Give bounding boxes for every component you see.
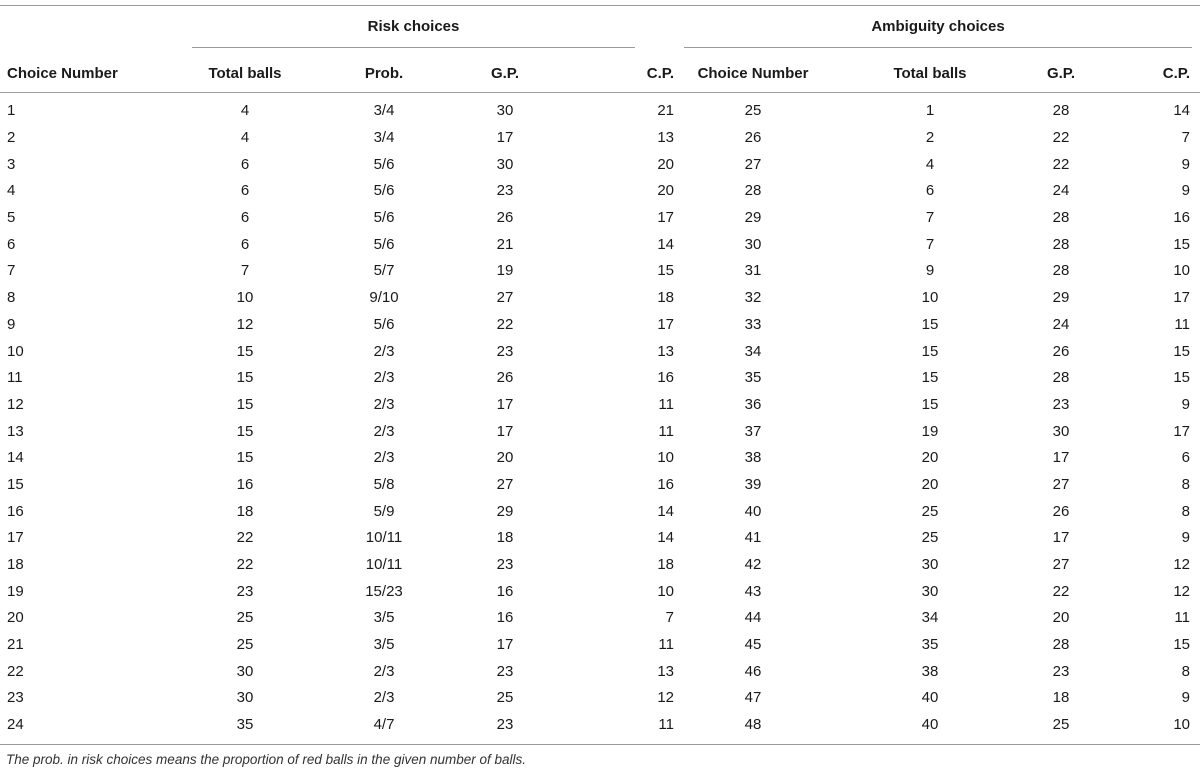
cell-ambiguity-gp: 23 (1052, 395, 1070, 413)
column-header-risk-cp: C.P. (646, 64, 674, 82)
cell-risk-total-balls: 23 (236, 582, 254, 600)
cell-risk-cp: 17 (657, 315, 674, 333)
cell-risk-cp: 13 (657, 129, 674, 147)
table-row (0, 418, 1200, 445)
cell-risk-total-balls: 12 (236, 315, 254, 333)
column-header-risk-prob: Prob. (364, 64, 404, 82)
table-row (0, 92, 1200, 125)
cell-ambiguity-choice-number: 26 (744, 129, 762, 147)
table-row (0, 712, 1200, 739)
cell-risk-choice-number: 15 (7, 475, 24, 493)
cell-ambiguity-cp: 6 (1181, 449, 1190, 467)
cell-ambiguity-cp: 10 (1173, 262, 1190, 280)
cell-risk-cp: 10 (657, 582, 674, 600)
cell-risk-gp: 17 (496, 395, 514, 413)
cell-risk-gp: 20 (496, 449, 514, 467)
bottom-rule (0, 744, 1200, 745)
cell-ambiguity-total-balls: 34 (921, 609, 939, 627)
cell-risk-total-balls: 22 (236, 529, 254, 547)
cell-risk-total-balls: 6 (240, 182, 250, 200)
cell-risk-cp: 21 (657, 102, 674, 120)
cell-risk-cp: 16 (657, 369, 674, 387)
table-row (0, 658, 1200, 685)
cell-risk-prob: 3/4 (373, 102, 395, 120)
cell-ambiguity-total-balls: 30 (921, 556, 939, 574)
cell-risk-choice-number: 18 (7, 556, 24, 574)
top-rule (0, 5, 1200, 6)
cell-risk-total-balls: 18 (236, 502, 254, 520)
cell-ambiguity-total-balls: 40 (921, 716, 939, 734)
cell-risk-cp: 18 (657, 289, 674, 307)
cell-ambiguity-gp: 22 (1052, 582, 1070, 600)
cell-risk-cp: 17 (657, 209, 674, 227)
table-row (0, 525, 1200, 552)
cell-ambiguity-choice-number: 37 (744, 422, 762, 440)
cell-ambiguity-cp: 12 (1173, 556, 1190, 574)
cell-risk-total-balls: 6 (240, 209, 250, 227)
table-footnote: The prob. in risk choices means the proportion of red balls in the given number of balls. (6, 752, 527, 767)
cell-ambiguity-choice-number: 46 (744, 662, 762, 680)
cell-ambiguity-total-balls: 19 (921, 422, 939, 440)
cell-ambiguity-total-balls: 20 (921, 475, 939, 493)
cell-risk-choice-number: 20 (7, 609, 24, 627)
cell-ambiguity-gp: 24 (1052, 182, 1070, 200)
cell-risk-cp: 20 (657, 182, 674, 200)
column-header-ambiguity-total-balls: Total balls (893, 64, 967, 82)
cell-ambiguity-gp: 26 (1052, 502, 1070, 520)
cell-risk-gp: 16 (496, 609, 514, 627)
cell-risk-prob: 5/6 (373, 182, 395, 200)
cell-ambiguity-cp: 7 (1181, 129, 1190, 147)
table-row (0, 258, 1200, 285)
table-row (0, 632, 1200, 659)
cell-risk-cp: 13 (657, 342, 674, 360)
cell-risk-prob: 3/5 (373, 636, 395, 654)
cell-risk-choice-number: 6 (7, 235, 16, 253)
cell-risk-prob: 3/4 (373, 129, 395, 147)
cell-ambiguity-gp: 28 (1052, 262, 1070, 280)
header-rule (0, 92, 1200, 93)
cell-ambiguity-total-balls: 15 (921, 395, 939, 413)
table-row (0, 498, 1200, 525)
cell-risk-total-balls: 30 (236, 662, 254, 680)
cell-ambiguity-choice-number: 45 (744, 636, 762, 654)
cell-ambiguity-choice-number: 30 (744, 235, 762, 253)
cell-ambiguity-gp: 20 (1052, 609, 1070, 627)
cell-ambiguity-cp: 8 (1181, 662, 1190, 680)
cell-risk-gp: 23 (496, 662, 514, 680)
table-row (0, 178, 1200, 205)
cell-risk-prob: 9/10 (369, 289, 399, 307)
cell-ambiguity-total-balls: 9 (925, 262, 935, 280)
cell-risk-choice-number: 13 (7, 422, 24, 440)
cell-risk-choice-number: 24 (7, 716, 24, 734)
cell-ambiguity-cp: 10 (1173, 716, 1190, 734)
cell-risk-gp: 26 (496, 369, 514, 387)
cell-ambiguity-choice-number: 42 (744, 556, 762, 574)
cell-ambiguity-total-balls: 35 (921, 636, 939, 654)
cell-risk-cp: 15 (657, 262, 674, 280)
cell-risk-gp: 21 (496, 235, 514, 253)
cell-ambiguity-gp: 27 (1052, 556, 1070, 574)
cell-risk-gp: 29 (496, 502, 514, 520)
cell-risk-total-balls: 30 (236, 689, 254, 707)
cell-risk-choice-number: 7 (7, 262, 16, 280)
cell-ambiguity-cp: 15 (1173, 342, 1190, 360)
cell-risk-gp: 30 (496, 155, 514, 173)
cell-ambiguity-cp: 9 (1181, 155, 1190, 173)
cell-risk-prob: 10/11 (365, 529, 403, 547)
table-row (0, 445, 1200, 472)
column-header-row (0, 58, 1200, 92)
cell-risk-prob: 2/3 (373, 422, 395, 440)
cell-ambiguity-choice-number: 29 (744, 209, 762, 227)
cell-risk-choice-number: 1 (7, 102, 16, 120)
cell-risk-total-balls: 15 (236, 342, 254, 360)
cell-ambiguity-total-balls: 7 (925, 235, 935, 253)
cell-ambiguity-cp: 16 (1173, 209, 1190, 227)
cell-risk-choice-number: 4 (7, 182, 16, 200)
cell-risk-cp: 20 (657, 155, 674, 173)
cell-risk-cp: 16 (657, 475, 674, 493)
cell-risk-gp: 23 (496, 556, 514, 574)
cell-ambiguity-gp: 26 (1052, 342, 1070, 360)
cell-risk-gp: 22 (496, 315, 514, 333)
cell-risk-total-balls: 7 (240, 262, 250, 280)
cell-risk-prob: 2/3 (373, 689, 395, 707)
cell-risk-prob: 5/6 (373, 209, 395, 227)
cell-risk-cp: 12 (657, 689, 674, 707)
cell-ambiguity-gp: 17 (1052, 449, 1070, 467)
cell-risk-prob: 2/3 (373, 449, 395, 467)
cell-risk-total-balls: 35 (236, 716, 254, 734)
cell-risk-choice-number: 10 (7, 342, 24, 360)
cell-ambiguity-cp: 11 (1174, 315, 1190, 333)
cell-risk-gp: 23 (496, 182, 514, 200)
cell-risk-choice-number: 12 (7, 395, 24, 413)
table-row (0, 552, 1200, 579)
cell-risk-total-balls: 6 (240, 235, 250, 253)
cell-risk-prob: 5/6 (373, 315, 395, 333)
cell-risk-total-balls: 6 (240, 155, 250, 173)
column-header-risk-choice-number: Choice Number (7, 64, 118, 82)
cell-ambiguity-cp: 12 (1173, 582, 1190, 600)
cell-risk-prob: 5/6 (373, 235, 395, 253)
cell-risk-cp: 11 (658, 636, 674, 654)
cell-risk-choice-number: 17 (7, 529, 24, 547)
table-row (0, 312, 1200, 339)
cell-ambiguity-total-balls: 4 (925, 155, 935, 173)
cell-ambiguity-total-balls: 30 (921, 582, 939, 600)
cell-risk-total-balls: 16 (236, 475, 254, 493)
ambiguity-group-header: Ambiguity choices (871, 18, 1005, 35)
cell-ambiguity-cp: 8 (1181, 475, 1190, 493)
cell-risk-total-balls: 4 (240, 102, 250, 120)
cell-risk-total-balls: 4 (240, 129, 250, 147)
cell-risk-choice-number: 23 (7, 689, 24, 707)
table-row (0, 392, 1200, 419)
table-row (0, 231, 1200, 258)
cell-ambiguity-cp: 15 (1173, 235, 1190, 253)
cell-ambiguity-choice-number: 36 (744, 395, 762, 413)
cell-ambiguity-total-balls: 10 (921, 289, 939, 307)
table-row (0, 578, 1200, 605)
cell-ambiguity-choice-number: 32 (744, 289, 762, 307)
cell-risk-choice-number: 8 (7, 289, 16, 307)
cell-ambiguity-gp: 22 (1052, 155, 1070, 173)
cell-risk-cp: 7 (665, 609, 674, 627)
cell-ambiguity-total-balls: 1 (925, 102, 935, 120)
cell-risk-cp: 11 (658, 395, 674, 413)
choices-table (0, 58, 1200, 739)
cell-risk-total-balls: 15 (236, 449, 254, 467)
cell-ambiguity-choice-number: 31 (744, 262, 762, 280)
cell-risk-total-balls: 15 (236, 395, 254, 413)
cell-risk-prob: 5/6 (373, 155, 395, 173)
cell-ambiguity-gp: 23 (1052, 662, 1070, 680)
cell-ambiguity-total-balls: 38 (921, 662, 939, 680)
cell-ambiguity-gp: 18 (1052, 689, 1070, 707)
cell-risk-prob: 3/5 (373, 609, 395, 627)
cell-risk-choice-number: 22 (7, 662, 24, 680)
cell-risk-prob: 5/7 (373, 262, 395, 280)
column-header-ambiguity-gp: G.P. (1046, 64, 1076, 82)
cell-ambiguity-choice-number: 40 (744, 502, 762, 520)
cell-ambiguity-choice-number: 41 (744, 529, 762, 547)
risk-group-rule (192, 47, 635, 48)
cell-ambiguity-total-balls: 40 (921, 689, 939, 707)
cell-ambiguity-gp: 24 (1052, 315, 1070, 333)
cell-risk-choice-number: 19 (7, 582, 24, 600)
cell-ambiguity-total-balls: 25 (921, 529, 939, 547)
cell-risk-gp: 18 (496, 529, 514, 547)
cell-ambiguity-gp: 25 (1052, 716, 1070, 734)
cell-ambiguity-gp: 22 (1052, 129, 1070, 147)
cell-ambiguity-choice-number: 43 (744, 582, 762, 600)
cell-ambiguity-cp: 9 (1181, 182, 1190, 200)
cell-risk-gp: 30 (496, 102, 514, 120)
table-row (0, 285, 1200, 312)
cell-risk-gp: 25 (496, 689, 514, 707)
cell-ambiguity-cp: 9 (1181, 395, 1190, 413)
cell-risk-gp: 27 (496, 289, 514, 307)
cell-ambiguity-cp: 11 (1174, 609, 1190, 627)
table-row (0, 151, 1200, 178)
ambiguity-group-rule (684, 47, 1192, 48)
cell-ambiguity-choice-number: 34 (744, 342, 762, 360)
cell-ambiguity-gp: 28 (1052, 369, 1070, 387)
cell-risk-gp: 17 (496, 129, 514, 147)
column-header-ambiguity-cp: C.P. (1162, 64, 1190, 82)
cell-risk-gp: 17 (496, 636, 514, 654)
cell-risk-gp: 23 (496, 716, 514, 734)
cell-ambiguity-gp: 28 (1052, 102, 1070, 120)
cell-ambiguity-choice-number: 27 (744, 155, 762, 173)
cell-risk-choice-number: 16 (7, 502, 24, 520)
cell-risk-cp: 14 (657, 529, 674, 547)
cell-ambiguity-cp: 9 (1181, 689, 1190, 707)
cell-risk-choice-number: 11 (7, 369, 23, 387)
cell-risk-prob: 4/7 (373, 716, 395, 734)
cell-ambiguity-gp: 28 (1052, 235, 1070, 253)
cell-risk-gp: 17 (496, 422, 514, 440)
cell-ambiguity-gp: 27 (1052, 475, 1070, 493)
cell-ambiguity-choice-number: 28 (744, 182, 762, 200)
cell-risk-gp: 23 (496, 342, 514, 360)
cell-risk-choice-number: 3 (7, 155, 16, 173)
cell-risk-gp: 27 (496, 475, 514, 493)
cell-risk-cp: 13 (657, 662, 674, 680)
cell-risk-total-balls: 25 (236, 609, 254, 627)
cell-risk-prob: 5/8 (373, 475, 395, 493)
cell-ambiguity-total-balls: 2 (925, 129, 935, 147)
cell-ambiguity-choice-number: 47 (744, 689, 762, 707)
cell-risk-total-balls: 15 (236, 369, 254, 387)
cell-ambiguity-total-balls: 15 (921, 315, 939, 333)
cell-ambiguity-gp: 30 (1052, 422, 1070, 440)
cell-ambiguity-choice-number: 25 (744, 102, 762, 120)
cell-ambiguity-cp: 15 (1173, 636, 1190, 654)
risk-group-header: Risk choices (367, 18, 460, 35)
table-row (0, 605, 1200, 632)
cell-risk-total-balls: 15 (236, 422, 254, 440)
cell-ambiguity-cp: 9 (1181, 529, 1190, 547)
cell-risk-cp: 10 (657, 449, 674, 467)
cell-ambiguity-choice-number: 44 (744, 609, 762, 627)
cell-ambiguity-cp: 17 (1173, 289, 1190, 307)
cell-ambiguity-gp: 29 (1052, 289, 1070, 307)
cell-risk-gp: 19 (496, 262, 514, 280)
cell-risk-choice-number: 9 (7, 315, 16, 333)
table-row (0, 472, 1200, 499)
cell-ambiguity-total-balls: 15 (921, 342, 939, 360)
cell-risk-prob: 2/3 (373, 395, 395, 413)
cell-ambiguity-choice-number: 48 (744, 716, 762, 734)
cell-risk-total-balls: 25 (236, 636, 254, 654)
cell-risk-prob: 10/11 (365, 556, 403, 574)
cell-risk-cp: 14 (657, 235, 674, 253)
cell-ambiguity-gp: 28 (1052, 636, 1070, 654)
cell-ambiguity-choice-number: 35 (744, 369, 762, 387)
cell-risk-prob: 2/3 (373, 342, 395, 360)
cell-risk-gp: 16 (496, 582, 514, 600)
cell-risk-prob: 15/23 (365, 582, 403, 600)
cell-ambiguity-gp: 17 (1052, 529, 1070, 547)
cell-ambiguity-cp: 15 (1173, 369, 1190, 387)
cell-ambiguity-gp: 28 (1052, 209, 1070, 227)
cell-risk-choice-number: 5 (7, 209, 16, 227)
cell-risk-choice-number: 21 (7, 636, 24, 654)
column-header-risk-total-balls: Total balls (208, 64, 282, 82)
cell-risk-prob: 2/3 (373, 369, 395, 387)
cell-ambiguity-total-balls: 7 (925, 209, 935, 227)
column-header-ambiguity-choice-number: Choice Number (697, 64, 809, 82)
table-row (0, 365, 1200, 392)
table-row (0, 125, 1200, 152)
cell-risk-total-balls: 10 (236, 289, 254, 307)
cell-ambiguity-total-balls: 6 (925, 182, 935, 200)
cell-risk-cp: 11 (658, 716, 674, 734)
cell-ambiguity-cp: 8 (1181, 502, 1190, 520)
cell-risk-total-balls: 22 (236, 556, 254, 574)
cell-risk-prob: 2/3 (373, 662, 395, 680)
column-header-risk-gp: G.P. (490, 64, 520, 82)
cell-risk-cp: 18 (657, 556, 674, 574)
cell-risk-gp: 26 (496, 209, 514, 227)
table-row (0, 338, 1200, 365)
cell-risk-prob: 5/9 (373, 502, 395, 520)
cell-risk-choice-number: 2 (7, 129, 16, 147)
table-row (0, 685, 1200, 712)
cell-risk-cp: 11 (658, 422, 674, 440)
cell-ambiguity-total-balls: 20 (921, 449, 939, 467)
cell-ambiguity-total-balls: 25 (921, 502, 939, 520)
table-row (0, 205, 1200, 232)
table-body (0, 92, 1200, 739)
cell-ambiguity-choice-number: 39 (744, 475, 762, 493)
cell-ambiguity-cp: 14 (1173, 102, 1190, 120)
cell-ambiguity-choice-number: 38 (744, 449, 762, 467)
cell-risk-choice-number: 14 (7, 449, 24, 467)
cell-ambiguity-cp: 17 (1173, 422, 1190, 440)
cell-ambiguity-total-balls: 15 (921, 369, 939, 387)
cell-risk-cp: 14 (657, 502, 674, 520)
cell-ambiguity-choice-number: 33 (744, 315, 762, 333)
